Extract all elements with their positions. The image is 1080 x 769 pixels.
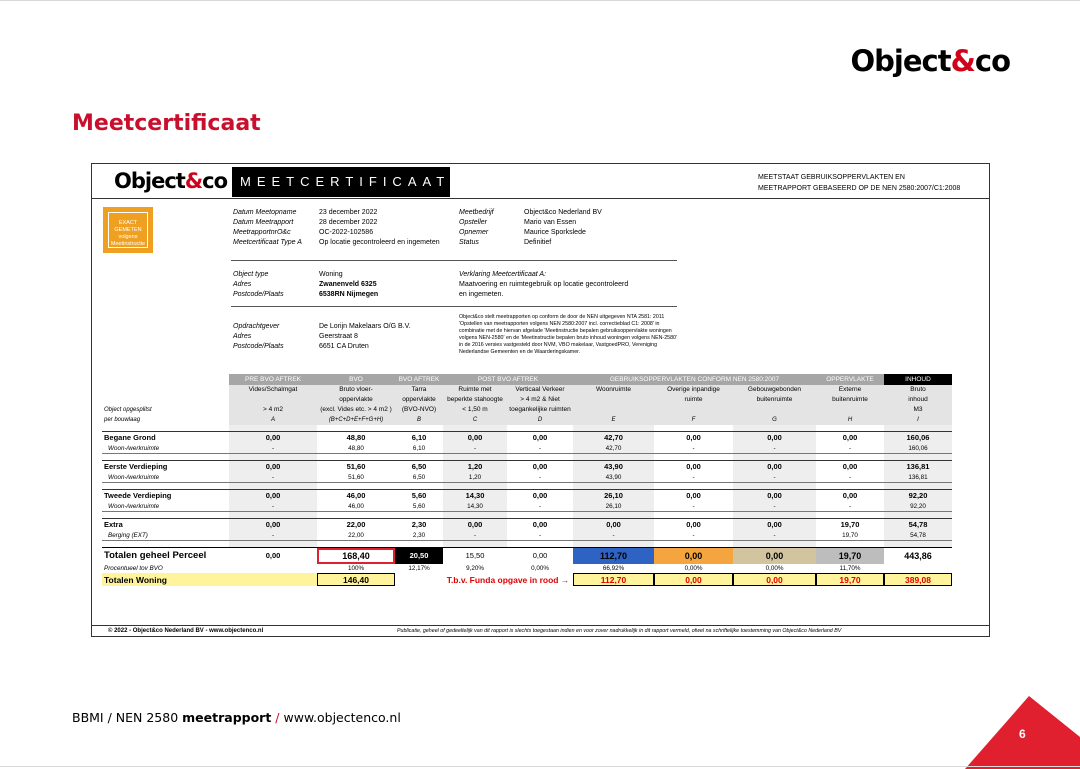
certificate-footer: © 2022 - Object&co Nederland BV - www.objectenco.nl Publicatie, geheel of gedeeltelijk van dit rapport is slechts toegestaan indien en voor zover nadrukkelijk in dit rapport vermeld, ofwel na schriftelijke toestemming van Object&co Nederland BV <box>92 625 989 638</box>
column-letter-row: per bouwlaag A (B+C+D+E+F+G+H) B C D E F G H I <box>102 415 952 425</box>
floor-row: Extra 0,00 22,00 2,30 0,00 0,00 0,00 0,00 0,00 19,70 54,78 <box>102 519 952 532</box>
column-header-row: Vides/Schalmgat Bruto vloer- Tarra Ruimte met Verticaal Verkeer Woonruimte Overige inpandige Gebouwgebonden Externe Bruto <box>102 385 952 395</box>
column-header-row: Object opgesplitst > 4 m2 (excl. Vides etc. > 4 m2 ) (BVO-NVO) < 1,50 m toegankelijke ruimten M3 <box>102 405 952 415</box>
certificate-title: MEETCERTIFICAAT <box>232 167 450 197</box>
top-divider <box>0 0 1080 1</box>
certificate-logo: Object&co <box>114 169 228 193</box>
measurement-table <box>102 374 952 586</box>
meetcertificaat-document <box>91 163 990 637</box>
floor-subrow: Woon-/werkruimte - 51,60 6,50 1,20 - 43,90 - - - 136,81 <box>102 473 952 483</box>
page-footer: BBMI / NEN 2580 meetrapport / www.objectenco.nl <box>72 710 401 725</box>
floor-row: Eerste Verdieping 0,00 51,60 6,50 1,20 0,00 43,90 0,00 0,00 0,00 136,81 <box>102 461 952 474</box>
divider <box>231 306 677 307</box>
group-header-row: PRE BVO AFTREK BVO BVO AFTREK POST BVO AFTREK GEBRUIKSOPPERVLAKTEN CONFORM NEN 2580:2007 OPPERVLAKTE INHOUD <box>102 374 952 385</box>
bottom-divider <box>0 766 1080 767</box>
company-info: Meetbedrijf Object&co Nederland BV Opsteller Mario van Essen Opnemer Maurice Sporkslede Status Definitief <box>459 209 602 246</box>
percentage-row: Procentueel tov BVO 100% 12,17% 9,20% 0,00% 66,92% 0,00% 0,00% 11,70% <box>104 565 861 572</box>
floor-subrow: Berging (EXT) - 22,00 2,30 - - - - - 19,70 54,78 <box>102 531 952 541</box>
client-info: Opdrachtgever De Lorijn Makelaars O/G B.V. Adres Geerstraat 8 Postcode/Plaats 6651 CA Druten <box>233 323 411 350</box>
brand-logo: Object&co <box>850 44 1010 78</box>
nen-statement: Object&co stelt meetrapporten op conform de door de NEN uitgegeven NTA 2581: 2011 'Opstellen van meetrapporten volgens NEN 2580:2007 incl. correctieblad C1: 2008' in combinatie met de hiervan afgelade 'Meetinstructie bepalen gebruiksoppervlakte woningen volgens NEN-2580' en de 'Meetinstructie bepalen bruto inhoud woningen volgens NEN-2580' in de 2016 versies vastgesteld door NVM, VBO makelaar, VastgoedPRO, Vereniging Nederlandse Gemeenten en de Waarderingskamer. <box>459 314 677 355</box>
certificate-declaration: Verklaring Meetcertificaat A: Maatvoering en ruimtegebruik op locatie gecontroleerd en ingemeten. <box>459 271 629 298</box>
floor-row: Begane Grond 0,00 48,80 6,10 0,00 0,00 42,70 0,00 0,00 0,00 160,06 <box>102 432 952 445</box>
exact-gemeten-badge-icon: EXACT GEMETEN volgens Meetinstructie <box>103 207 153 253</box>
totals-row: Totalen geheel Perceel 0,00 168,40 20,50 15,50 0,00 112,70 0,00 0,00 19,70 443,86 <box>102 548 952 565</box>
page-number: 6 <box>1019 727 1026 741</box>
measurement-info: Datum Meetopname 23 december 2022 Datum Meetrapport 28 december 2022 MeetrapportnrO&c OC-2022-102586 Meetcertificaat Type A Op locatie gecontroleerd en ingemeten <box>233 209 440 246</box>
floor-subrow: Woon-/werkruimte - 46,00 5,60 14,30 - 26,10 - - - 92,20 <box>102 502 952 512</box>
object-info: Object type Woning Adres Zwanenveld 6325 Postcode/Plaats 6538RN Nijmegen <box>233 271 379 298</box>
header-divider <box>92 198 989 199</box>
woning-totals-row: Totalen Woning 146,40 T.b.v. Funda opgave in rood → 112,70 0,00 0,00 19,70 389,08 <box>102 573 952 586</box>
divider <box>231 260 677 261</box>
certificate-subtitle: MEETSTAAT GEBRUIKSOPPERVLAKTEN EN MEETRAPPORT GEBASEERD OP DE NEN 2580:2007/C1:2008 <box>758 174 961 192</box>
page-title: Meetcertificaat <box>72 111 261 136</box>
floor-row: Tweede Verdieping 0,00 46,00 5,60 14,30 0,00 26,10 0,00 0,00 0,00 92,20 <box>102 490 952 503</box>
column-header-row: oppervlakte oppervlakte beperkte stahoogte > 4 m2 & Niet ruimte buitenruimte buitenruimte inhoud <box>102 395 952 405</box>
floor-subrow: Woon-/werkruimte - 48,80 6,10 - - 42,70 - - - 160,06 <box>102 444 952 454</box>
